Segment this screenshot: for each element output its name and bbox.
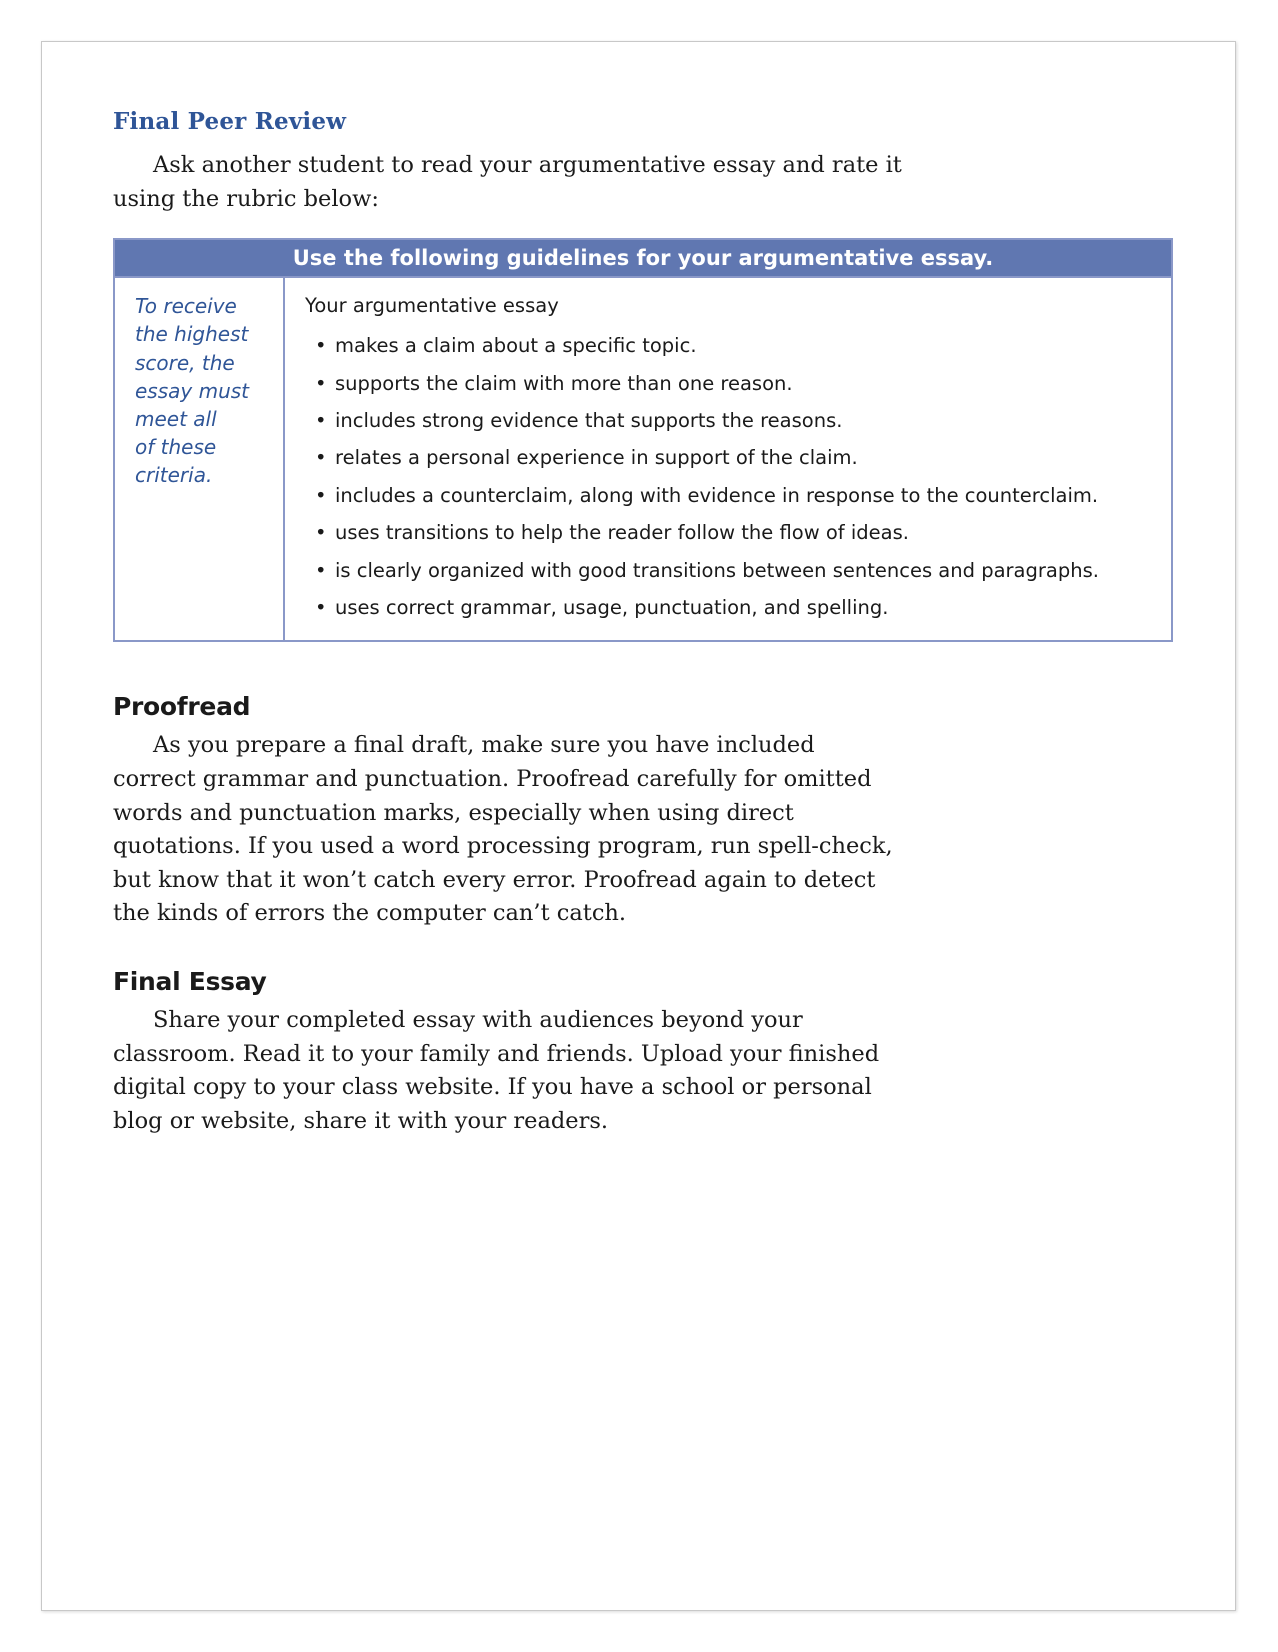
rubric-body (115, 278, 1171, 640)
criterion-text: uses correct grammar, usage, punctuation, and spelling. (335, 596, 889, 620)
peer-review-intro: Ask another student to read your argumentative essay and rate it using the rubric below: (113, 152, 902, 212)
bullet-icon: • (315, 596, 327, 620)
criterion-item (305, 552, 1171, 589)
final-peer-review-heading: Final Peer Review (113, 108, 347, 135)
side-note-line: To receive (135, 294, 237, 319)
page-content (113, 108, 1173, 1138)
criterion-item (305, 589, 1171, 626)
bullet-icon: • (315, 334, 327, 358)
bullet-icon: • (315, 409, 327, 432)
rubric-side-note (115, 278, 285, 640)
side-note-line: essay must (135, 378, 250, 403)
criterion-item (305, 439, 1171, 476)
criterion-text: is clearly organized with good transitions between sentences and paragraphs. (335, 558, 1099, 582)
final-essay-heading: Final Essay (113, 967, 267, 996)
criterion-item (305, 477, 1171, 514)
criterion-text: supports the claim with more than one reason. (335, 371, 793, 395)
criterion-text: makes a claim about a specific topic. (335, 334, 697, 358)
rubric-header: Use the following guidelines for your argumentative essay. (115, 240, 1171, 278)
proofread-heading: Proofread (113, 692, 251, 722)
side-note-line: criteria. (135, 463, 213, 488)
final-essay-section (113, 967, 1173, 1138)
side-note-line: the highest (135, 322, 249, 347)
side-note-line: score, the (135, 350, 235, 375)
criterion-text: includes strong evidence that supports the reasons. (335, 409, 843, 432)
final-essay-paragraph: Share your completed essay with audiences beyond your classroom. Read it to your family and friends. Upload your finished digital copy to your class website. If you have a school or personal blog or website, share it with your readers. (113, 1007, 880, 1134)
criterion-item (305, 327, 1171, 364)
bullet-icon: • (315, 446, 327, 470)
criterion-text: uses transitions to help the reader follow the flow of ideas. (335, 521, 909, 545)
bullet-icon: • (315, 483, 327, 507)
final-peer-review-section (113, 108, 1173, 216)
proofread-section (113, 692, 1173, 931)
bullet-icon: • (315, 521, 327, 545)
criterion-item (305, 514, 1171, 551)
bullet-icon: • (315, 558, 327, 582)
criterion-text: relates a personal experience in support of the claim. (335, 446, 858, 470)
side-note-line: meet all (135, 407, 217, 431)
criterion-text: includes a counterclaim, along with evidence in response to the counterclaim. (335, 483, 1099, 507)
rubric-lead: Your argumentative essay (305, 294, 559, 318)
criteria-list (305, 327, 1171, 626)
rubric-criteria (285, 278, 1171, 640)
criterion-item (305, 365, 1171, 402)
side-note-line: of these (135, 435, 217, 460)
bullet-icon: • (315, 371, 327, 395)
proofread-paragraph: As you prepare a final draft, make sure you have included correct grammar and punctuation. Proofread carefully for omitted words and punctuation marks, especially when using direct quotations. If you used a word processing program, run spell-check, but know that it won’t catch every error. Proofread again to detect the kinds of errors the computer can’t catch. (113, 732, 893, 927)
criterion-item (305, 402, 1171, 439)
rubric-table (113, 238, 1173, 642)
